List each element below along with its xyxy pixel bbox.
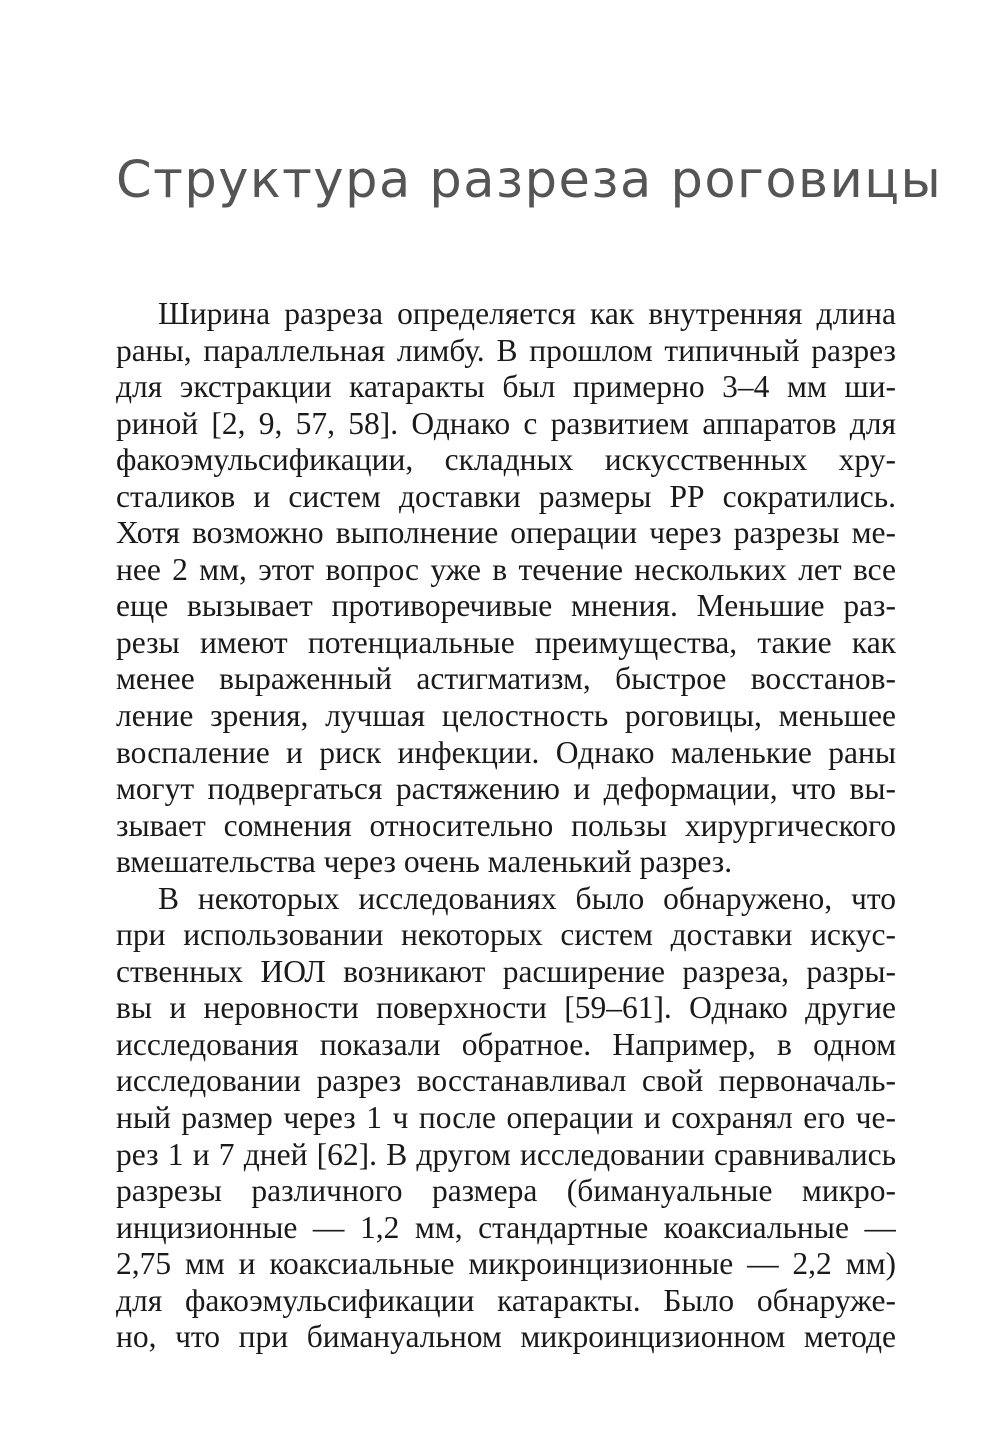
paragraph-1-line-11: менее выраженный астигматизм, быстрое восстанов- [116,661,896,697]
paragraph-1-line-16: вмешательства через очень маленький разрез. [116,844,733,880]
paragraph-1-line-1: Ширина разреза определяется как внутренняя длина [158,296,896,331]
paragraph-1-line-5: факоэмульсификации, складных искусственных хру- [116,442,896,478]
paragraph-1-line-14: могут подвергаться растяжению и деформации, что вы- [116,771,896,807]
paragraph-2-line-7: ный размер через 1 ч после операции и сохранял его че- [116,1100,896,1136]
paragraph-1-line-10: резы имеют потенциальные преимущества, такие как [116,624,896,660]
paragraph-2-line-4: вы и неровности поверхности [59–61]. Однако другие [116,990,896,1026]
paragraph-1-line-7: Хотя возможно выполнение операции через разрезы ме- [116,515,896,551]
paragraph-2-line-11: 2,75 мм и коаксиальные микроинцизионные — 2,2 мм) [116,1246,896,1282]
paragraph-2-line-13: но, что при бимануальном микроинцизионном методе [116,1319,896,1355]
paragraph-2-line-1: В некоторых исследованиях было обнаружено, что [158,880,896,916]
paragraph-2-line-10: инцизионные — 1,2 мм, стандартные коаксиальные — [116,1209,896,1245]
paragraph-1-line-4: риной [2, 9, 57, 58]. Однако с развитием аппаратов для [116,405,896,441]
paragraph-2-line-8: рез 1 и 7 дней [62]. В другом исследовании сравнивались [116,1136,896,1172]
body-text [116,296,896,1356]
paragraph-1-line-6: сталиков и систем доставки размеры РР сократились. [116,478,896,514]
section-heading: Структура разреза роговицы [116,151,943,210]
paragraph-2-line-6: исследовании разрез восстанавливал свой первоначаль- [116,1063,896,1099]
paragraph-1-line-8: нее 2 мм, этот вопрос уже в течение нескольких лет все [116,551,896,587]
paragraph-1-line-12: ление зрения, лучшая целостность роговицы, меньшее [116,698,896,734]
paragraph-1-line-13: воспаление и риск инфекции. Однако маленькие раны [116,734,896,770]
paragraph-1-line-3: для экстракции катаракты был примерно 3–4 мм ши- [116,369,896,405]
paragraph-2-line-12: для факоэмульсификации катаракты. Было обнаруже- [116,1282,896,1318]
paragraph-2-line-3: ственных ИОЛ возникают расширение разреза, разры- [116,953,896,989]
paragraph-2-line-9: разрезы различного размера (бимануальные микро- [116,1173,896,1209]
paragraph-1-line-9: еще вызывает противоречивые мнения. Меньшие раз- [116,588,896,624]
paragraph-2-line-5: исследования показали обратное. Например, в одном [116,1026,896,1062]
paragraph-1-line-2: раны, параллельная лимбу. В прошлом типичный разрез [116,332,896,368]
paragraph-2-line-2: при использовании некоторых систем доставки искус- [116,917,896,953]
paragraph-1-line-15: зывает сомнения относительно пользы хирургического [116,807,896,843]
